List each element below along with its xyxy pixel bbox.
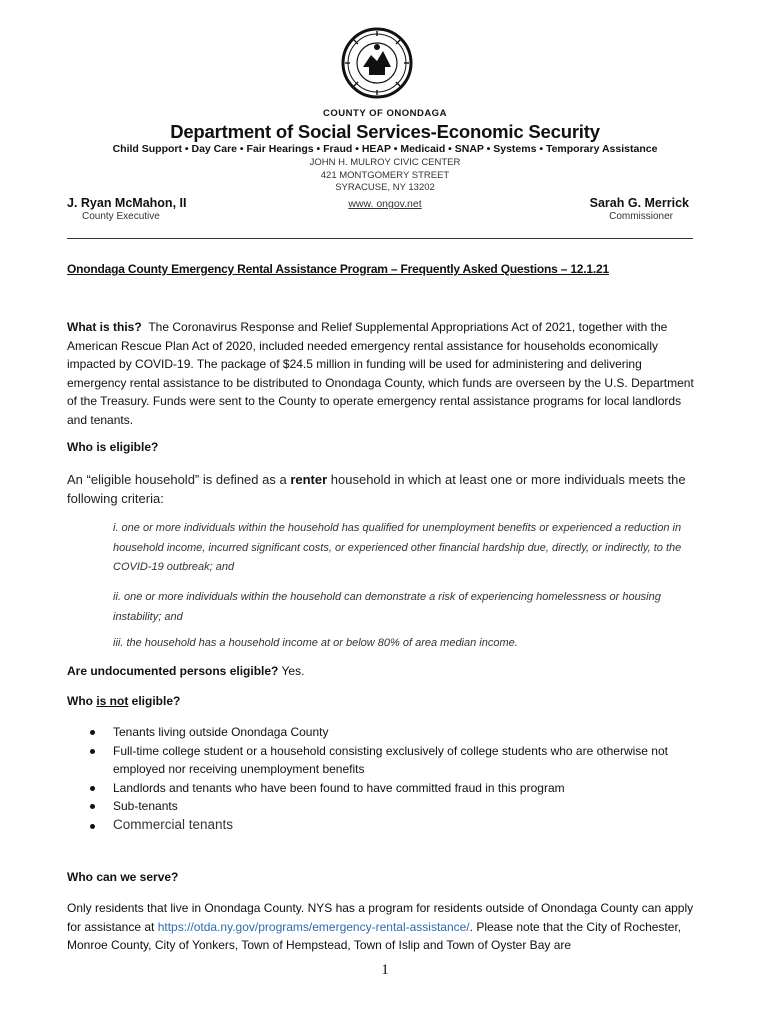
who-is-not-eligible-heading [67,694,180,708]
otda-link[interactable]: https://otda.ny.gov/programs/emergency-rental-assistance/ [157,919,470,934]
list-item [90,816,700,835]
bullet-icon [90,749,95,754]
who-is-eligible-heading: Who is eligible? [67,440,159,454]
bullet-icon [90,730,95,735]
criteria-item-3: iii. the household has a household income at or below 80% of area median income. [113,637,518,649]
not-eligible-heading-after: eligible? [128,694,181,708]
list-item [90,723,700,742]
who-can-we-serve-heading: Who can we serve? [67,870,179,884]
list-item-text: Sub-tenants [113,799,178,814]
not-eligible-heading-underlined: is not [96,694,129,708]
definition-after: household in which at least one or more individuals meets the following criteria: [67,472,686,506]
definition-before: An “eligible household” is defined as a [67,472,291,487]
list-item-text: Full-time college student or a household consisting exclusively of college students who are otherwise not employed nor receiving unemployment benefits [113,743,668,777]
definition-renter: renter [290,472,328,487]
bullet-icon [90,786,95,791]
commissioner-name: Sarah G. Merrick [589,196,689,210]
serve-text-before: Only residents that live in Onondaga County. NYS has a program for residents outside of Onondaga County can apply for assistance at [67,901,694,934]
website-link[interactable]: www. ongov.net [348,198,422,210]
undocumented-answer: Yes. [278,664,305,678]
commissioner-title: Commissioner [609,211,673,222]
undocumented-q: Are undocumented persons eligible? [67,664,279,678]
criteria-item-1: i. one or more individuals within the household has qualified for unemployment benefits or experienced a reduction in household income, incurred significant costs, or experienced other financial hardship due, directly, or indirectly, to the COVID-19 outbreak; and [113,522,682,573]
not-eligible-list [90,723,700,835]
list-item [90,742,700,779]
not-eligible-heading-before: Who [67,694,97,708]
serve-text-after: . Please note that the City of Rochester, Monroe County, City of Yonkers, Town of Hempstead, Town of Islip and Town of Oyster Bay are [67,919,682,953]
county-name: COUNTY OF ONONDAGA [323,108,447,119]
faq-title: Onondaga County Emergency Rental Assistance Program – Frequently Asked Questions – 12.1.21 [67,262,609,276]
executive-title: County Executive [82,211,160,222]
eligible-household-definition [67,470,707,508]
department-title: Department of Social Services-Economic Security [170,121,600,142]
executive-name: J. Ryan McMahon, II [67,196,187,210]
list-item [90,797,700,816]
who-can-we-serve-paragraph [67,899,707,955]
undocumented-question [67,664,304,678]
list-item [90,779,700,798]
what-is-this-question: What is this? [67,320,142,334]
services-list: Child Support • Day Care • Fair Hearings • Fraud • HEAP • Medicaid • SNAP • Systems • Temporary Assistance [112,143,658,155]
what-is-this-answer: The Coronavirus Response and Relief Supplemental Appropriations Act of 2021, together with the American Rescue Plan Act of 2020, included needed emergency rental assistance for households economically impacted by COVID-19. The package of $24.5 million in funding will be used for administering and delivering emergency rental assistance to be distributed to Onondaga County, which funds are overseen by the U.S. Department of the Treasury. Funds were sent to the County to operate emergency rental assistance programs for local landlords and tenants. [67,320,694,427]
bullet-icon [90,824,95,829]
list-item-text: Tenants living outside Onondaga County [113,725,329,739]
address-line-2: 421 MONTGOMERY STREET [320,170,450,181]
county-seal-logo [341,27,413,99]
address-line-1: JOHN H. MULROY CIVIC CENTER [309,157,461,168]
what-is-this-paragraph [67,318,697,430]
bullet-icon [90,804,95,809]
criteria-item-2: ii. one or more individuals within the household can demonstrate a risk of experiencing homelessness or housing instability; and [113,591,661,623]
list-item-text: Landlords and tenants who have been found to have committed fraud in this program [113,780,565,795]
page-number: 1 [381,962,389,978]
list-item-text: Commercial tenants [113,816,234,832]
address-line-3: SYRACUSE, NY 13202 [335,182,435,193]
header-divider [67,238,693,239]
